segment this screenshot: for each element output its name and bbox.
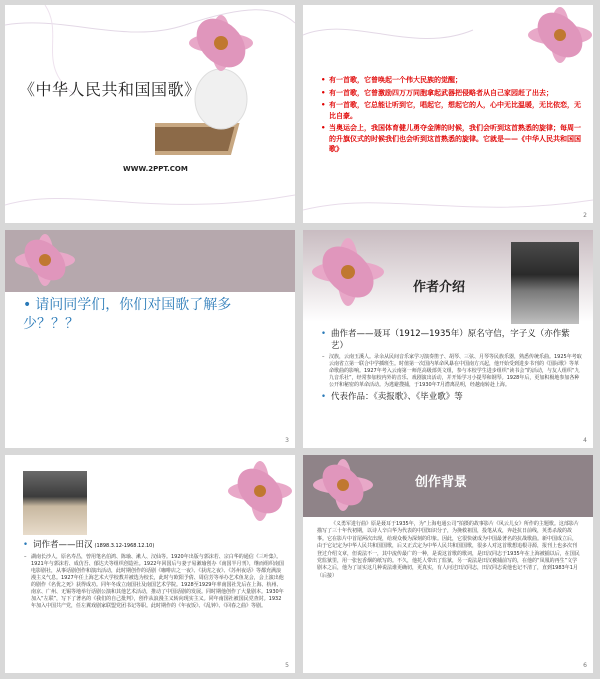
slide-number: 2 xyxy=(583,212,587,219)
composer-bio: – 汉族，云南玉溪人。录余从民间音乐家学习演奏笛子、胡琴、三弦、月琴等民族乐器，熟悉传统乐曲。1925年考取云南省立第一联合中学插班生。时值第一次国内革命风暴在中国南方兴起，他开始受到进步书刊的《国际歌》等革命歌曲的影响。1927年考入云南第一师范高级部英文组，参与本校学生进步组织“读书会”的活动，与友人组织“九九音乐社”，经常参加校内外的音乐、戏剧演出活动，并开始学习小提琴和钢琴。1928年后，更加积极地参加各种公开和秘密的革命活动。为逃避搜捕，于1930年7月潜离昆明，经越南转赴上海。 xyxy=(321,354,583,389)
slide-1-thumbnail[interactable] xyxy=(5,5,295,223)
slide-number: 5 xyxy=(285,662,289,669)
author-body xyxy=(321,328,583,403)
composer-line: • 曲作者——聂耳（1912—1935年）原名守信，字子义（亦作紫 艺） xyxy=(321,328,583,352)
flower-image xyxy=(5,230,85,292)
flower-image xyxy=(508,5,593,75)
flower-image xyxy=(210,455,295,535)
presentation-title: 《中华人民共和国国歌》 xyxy=(19,80,201,99)
question-text xyxy=(23,296,281,334)
flower-image xyxy=(303,230,403,320)
flower-image xyxy=(303,455,383,517)
slide-number: 3 xyxy=(285,437,289,444)
slide-5-thumbnail[interactable] xyxy=(5,455,295,673)
slide-number: 4 xyxy=(583,437,587,444)
slide-4-thumbnail[interactable] xyxy=(303,230,593,448)
lyricist-portrait xyxy=(23,471,87,535)
lyricist-line xyxy=(23,539,285,552)
section-heading: 作者介绍 xyxy=(413,280,466,295)
list-item: • 有一首歌，它总能让听到它，唱起它，想起它的人，心中无比温暖，无比依恋，无比自豪。 xyxy=(321,100,581,121)
intro-bullet-list xyxy=(321,75,581,157)
works-line: • 代表作品：《卖报歌》、《毕业歌》等 xyxy=(321,391,583,403)
slide-3-thumbnail[interactable] xyxy=(5,230,295,448)
list-item: • 当奥运会上，我国体育健儿勇夺金牌的时候，我们会听到这首熟悉的旋律；每周一的升旗仪式的时候我们也会听到这首熟悉的旋律。它就是——《中华人民共和国国歌》 xyxy=(321,123,581,155)
list-item: • 有一首歌，它曾唤起一个伟大民族的觉醒； xyxy=(321,75,581,86)
list-item: • 有一首歌，它曾激励四万万同胞拿起武器把侵略者从自己家园赶了出去； xyxy=(321,88,581,99)
lyricist-name: 词作者——田汉 xyxy=(33,540,93,550)
slide-6-thumbnail[interactable] xyxy=(303,455,593,673)
section-heading: 创作背景 xyxy=(415,475,468,490)
background-text: 《义勇军进行曲》原是聂耳于1935年，为“上海电通公司”拍摄的故事影片《风云儿女》所作的主题歌。这部影片描写了三十年代初期，以诗人辛白华为代表的中国知识分子，为挽救祖国，投笔从戎，奔赴抗日前线，英勇杀敌的故事。它在影片中首尾两次出现，给观众极为深刻的印象。因此，它很快就成为中国最著名的抗战歌曲。新中国成立后，由于它记定为中华人民共和国国歌，后又正式定为中华人民共和国国歌，很多人对这首歌想追根寻源，报刊上也多次刊登过介绍文章，但说法不一，其中流传最广的一种，是说这首歌的歌词，是田汉同志于1935年在上海被捕以后，在国民党监狱里，用一张包香烟的纸写的。不久，他托人带出了监狱，另一说法是田汉被捕前写的，在他的“凤凰的再生”文学剧本之后，他为了证实这几种说法谁更确切，更真实，有人问过田汉同志，田汉同志说他也记不清了，直到1983年1月（后接） xyxy=(317,521,580,579)
slide-2-thumbnail[interactable] xyxy=(303,5,593,223)
bullet-icon: • xyxy=(23,297,32,313)
lyricist-body xyxy=(23,539,285,612)
website-label: WWW.2PPT.COM xyxy=(123,165,188,173)
lyricist-dates: (1898.3.12-1968.12.10) xyxy=(94,543,155,549)
lyricist-bio: – 湖南长沙人，原名寿昌，曾用笔名伯鸿、陈瑜、漱人、汉仙等。1920年出版与郭沫若、宗白华的通信《三叶集》。1921年与郭沫若、成仿吾、郁达夫等组织创造社。1922年回国后与妻子易漱瑜创办《南国半月刊》，继而组织南国电影剧社，从事话剧创作和演出活动，此时期创作的话剧《咖啡店之一夜》、《获虎之夜》、《苏州夜话》等都充满浪漫主义气息。1927年任上海艺术大学校教并被选为校长，此时与欧阳予倩、周信芳等举办艺术鱼龙会，会上演出他的剧作《名优之死》获得成功。同年冬成立南国社及南国艺术学院。1928至1929年率南国社先后在上海、杭州、南京、广州、无锡等地举行话剧公演和其他艺术活动，推动了中国话剧的发展。同时期他创作了大量剧本。1930年加入“左联”，写下了著名的《我们的自己批判》，创作从浪漫主义转向现实主义。同年南国社被国民党查封。1932年加入中国共产党，任左翼戏剧家联盟党团书记等职。此时期作的《年夜饭》、《乱钟》、《回春之曲》等剧。 xyxy=(23,554,285,610)
slide-number: 6 xyxy=(583,662,587,669)
question-label: 请问同学们，你们对国歌了解多少？？？ xyxy=(23,297,232,332)
composer-portrait xyxy=(511,242,579,324)
